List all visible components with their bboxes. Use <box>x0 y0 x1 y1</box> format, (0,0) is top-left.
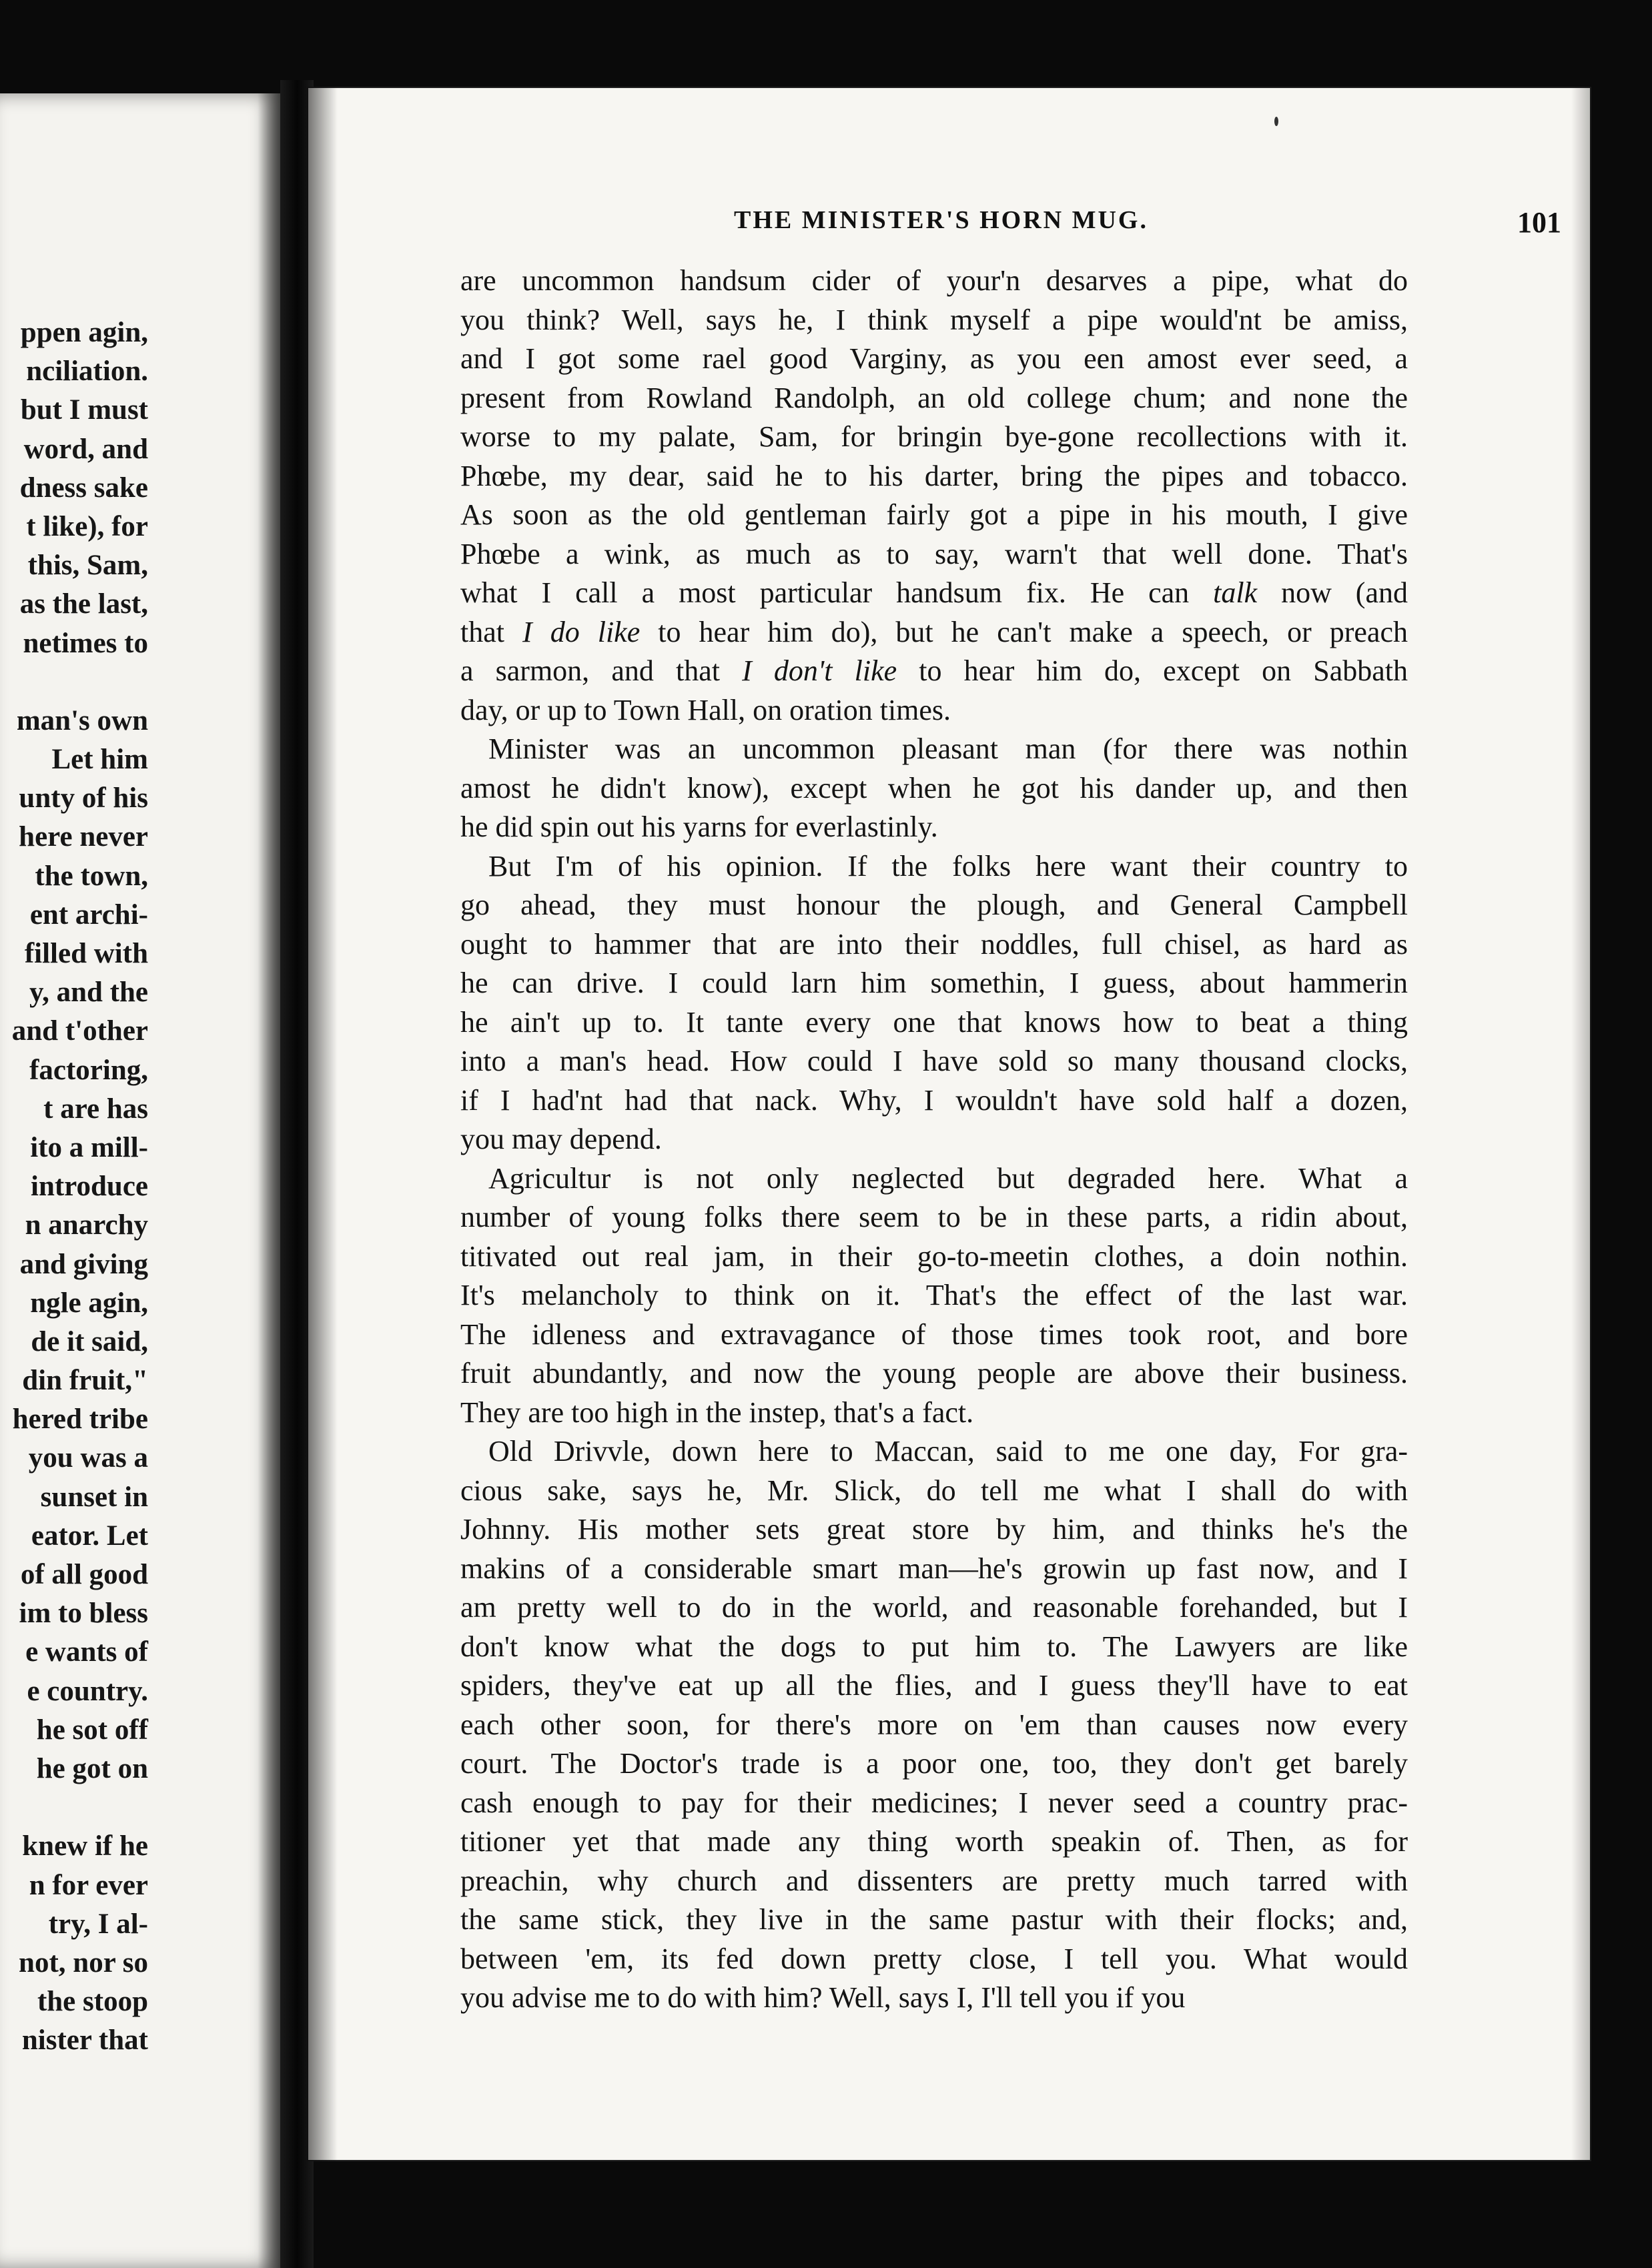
previous-page-line: sunset in <box>40 1481 148 1513</box>
previous-page-line: t like), for <box>26 510 148 542</box>
text-line: Agricultur is not only neglected but degraded here. What a <box>488 1161 1408 1195</box>
text-line: court. The Doctor's trade is a poor one, too, they don't get barely <box>460 1747 1408 1780</box>
previous-page-line: he sot off <box>36 1714 148 1746</box>
text-line: cash enough to pay for their medicines; I never seed a country prac- <box>460 1786 1408 1819</box>
previous-page-line: n anarchy <box>25 1209 148 1241</box>
previous-page-line: of all good <box>20 1559 148 1590</box>
previous-page-line: eator. Let <box>31 1520 148 1552</box>
text-line: he can drive. I could larn him somethin, I guess, about hammerin <box>460 967 1408 999</box>
previous-page-line: t are has <box>43 1093 148 1125</box>
text-line: you may depend. <box>460 1123 662 1155</box>
text-line: worse to my palate, Sam, for bringin bye-gone recollections with it. <box>460 420 1408 453</box>
previous-page-line: knew if he <box>22 1830 148 1862</box>
text-line: day, or up to Town Hall, on oration times. <box>460 693 951 726</box>
previous-page-line: hered tribe <box>12 1403 148 1436</box>
running-header <box>734 205 1561 245</box>
previous-page-line: and t'other <box>11 1015 148 1047</box>
previous-page-line: ppen agin, <box>20 317 148 348</box>
page-fold-shadow <box>307 87 338 2161</box>
previous-page-line: try, I al- <box>48 1908 148 1940</box>
body-text <box>460 261 1408 2018</box>
text-line: a sarmon, and that I don't like to hear him do, except on Sabbath <box>460 654 1408 687</box>
text-line: But I'm of his opinion. If the folks here want their country to <box>488 849 1408 883</box>
previous-page-line: netimes to <box>23 627 148 659</box>
text-line: The idleness and extravagance of those times took root, and bore <box>460 1317 1408 1351</box>
text-line: are uncommon handsum cider of your'n desarves a pipe, what do <box>460 264 1408 297</box>
scan-speck <box>1274 117 1278 126</box>
previous-page-text <box>0 314 148 2060</box>
text-line: As soon as the old gentleman fairly got a pipe in his mouth, I give <box>460 498 1408 531</box>
previous-page-line: introduce <box>31 1171 148 1203</box>
text-line: titioner yet that made any thing worth speakin of. Then, as for <box>460 1825 1408 1858</box>
previous-page-line: not, nor so <box>19 1946 148 1978</box>
text-line: ought to hammer that are into their noddles, full chisel, as hard as <box>460 927 1408 961</box>
text-line: am pretty well to do in the world, and reasonable forehanded, but I <box>460 1591 1408 1624</box>
text-line: cious sake, says he, Mr. Slick, do tell me what I shall do with <box>460 1474 1408 1507</box>
text-line: the same stick, they live in the same pastur with their flocks; and, <box>460 1903 1408 1936</box>
previous-page-line: word, and <box>23 433 148 465</box>
previous-page-line: he got on <box>36 1752 148 1784</box>
previous-page-line: the stoop <box>37 1986 148 2018</box>
previous-page-line: nciliation. <box>26 356 148 388</box>
previous-page-line: y, and the <box>29 977 148 1009</box>
text-line: spiders, they've eat up all the flies, and I guess they'll have to eat <box>460 1669 1408 1702</box>
previous-page-line: factoring, <box>29 1054 148 1086</box>
text-line: present from Rowland Randolph, an old college chum; and none the <box>460 381 1408 414</box>
text-line: Minister was an uncommon pleasant man (for there was nothin <box>488 732 1408 765</box>
text-line: if I had'nt had that nack. Why, I wouldn't have sold half a dozen, <box>460 1083 1408 1117</box>
previous-page-line: e country. <box>27 1675 148 1707</box>
page-edge-shadow <box>258 93 280 2268</box>
text-line: he did spin out his yarns for everlastinly. <box>460 810 938 843</box>
previous-page-line: you was a <box>28 1442 148 1474</box>
previous-page-line: man's own <box>16 704 148 736</box>
text-line: titivated out real jam, in their go-to-meetin clothes, a doin nothin. <box>460 1239 1408 1273</box>
previous-page-line: im to bless <box>19 1598 148 1630</box>
previous-page-line: filled with <box>24 938 148 969</box>
previous-page-line: here never <box>19 821 148 853</box>
text-line: amost he didn't know), except when he got his dander up, and then <box>460 771 1408 804</box>
running-title: THE MINISTER'S HORN MUG. <box>734 206 1148 234</box>
text-line: go ahead, they must honour the plough, and General Campbell <box>460 889 1408 921</box>
previous-page-line: n for ever <box>29 1869 148 1901</box>
text-line: into a man's head. How could I have sold so many thousand clocks, <box>460 1045 1408 1077</box>
previous-page-line: Let him <box>51 744 148 776</box>
previous-page-line: ngle agin, <box>30 1287 148 1319</box>
text-line: don't know what the dogs to put him to. The Lawyers are like <box>460 1630 1408 1663</box>
previous-page-fragment <box>0 93 280 2268</box>
text-line: that I do like to hear him do), but he can't make a speech, or preach <box>460 615 1408 648</box>
previous-page-line: e wants of <box>25 1636 148 1668</box>
previous-page-line: unty of his <box>19 782 148 814</box>
text-line: number of young folks there seem to be in these parts, a ridin about, <box>460 1201 1408 1233</box>
text-line: you advise me to do with him? Well, says I, I'll tell you if you <box>460 1981 1186 2014</box>
previous-page-line: this, Sam, <box>27 550 148 582</box>
text-line: and I got some rael good Varginy, as you een amost ever seed, a <box>460 342 1408 375</box>
text-line: Old Drivvle, down here to Maccan, said to me one day, For gra- <box>488 1435 1408 1468</box>
blank-line <box>0 663 148 702</box>
previous-page-line: dness sake <box>19 472 148 504</box>
page-101 <box>307 87 1591 2161</box>
previous-page-line: de it said, <box>31 1325 148 1357</box>
text-line: fruit abundantly, and now the young people are above their business. <box>460 1357 1408 1389</box>
previous-page-line: din fruit," <box>22 1365 148 1397</box>
text-line: each other soon, for there's more on 'em than causes now every <box>460 1708 1408 1741</box>
previous-page-line: and giving <box>19 1248 148 1280</box>
previous-page-line: nister that <box>21 2025 148 2057</box>
text-line: Phœbe, my dear, said he to his darter, bring the pipes and tobacco. <box>460 459 1408 492</box>
previous-page-line: the town, <box>35 860 148 892</box>
previous-page-line: ent archi- <box>29 899 148 931</box>
previous-page-line: but I must <box>20 394 148 426</box>
blank-line <box>0 1788 148 1827</box>
text-line: you think? Well, says he, I think myself a pipe would'nt be amiss, <box>460 303 1408 336</box>
text-line: between 'em, its fed down pretty close, I tell you. What would <box>460 1942 1408 1975</box>
text-line: Phœbe a wink, as much as to say, warn't that well done. That's <box>460 537 1408 570</box>
previous-page-line: as the last, <box>19 588 148 620</box>
text-line: makins of a considerable smart man—he's growin up fast now, and I <box>460 1552 1408 1585</box>
text-line: It's melancholy to think on it. That's the effect of the last war. <box>460 1279 1408 1311</box>
text-line: what I call a most particular handsum fix. He can talk now (and <box>460 576 1408 609</box>
text-line: he ain't up to. It tante every one that knows how to beat a thing <box>460 1005 1408 1039</box>
text-line: They are too high in the instep, that's a fact. <box>460 1395 974 1429</box>
page-edge-shadow-right <box>1571 87 1591 2161</box>
page-number: 101 <box>1517 206 1561 239</box>
text-line: Johnny. His mother sets great store by him, and thinks he's the <box>460 1513 1408 1546</box>
text-line: preachin, why church and dissenters are pretty much tarred with <box>460 1864 1408 1897</box>
previous-page-line: ito a mill- <box>30 1131 148 1163</box>
